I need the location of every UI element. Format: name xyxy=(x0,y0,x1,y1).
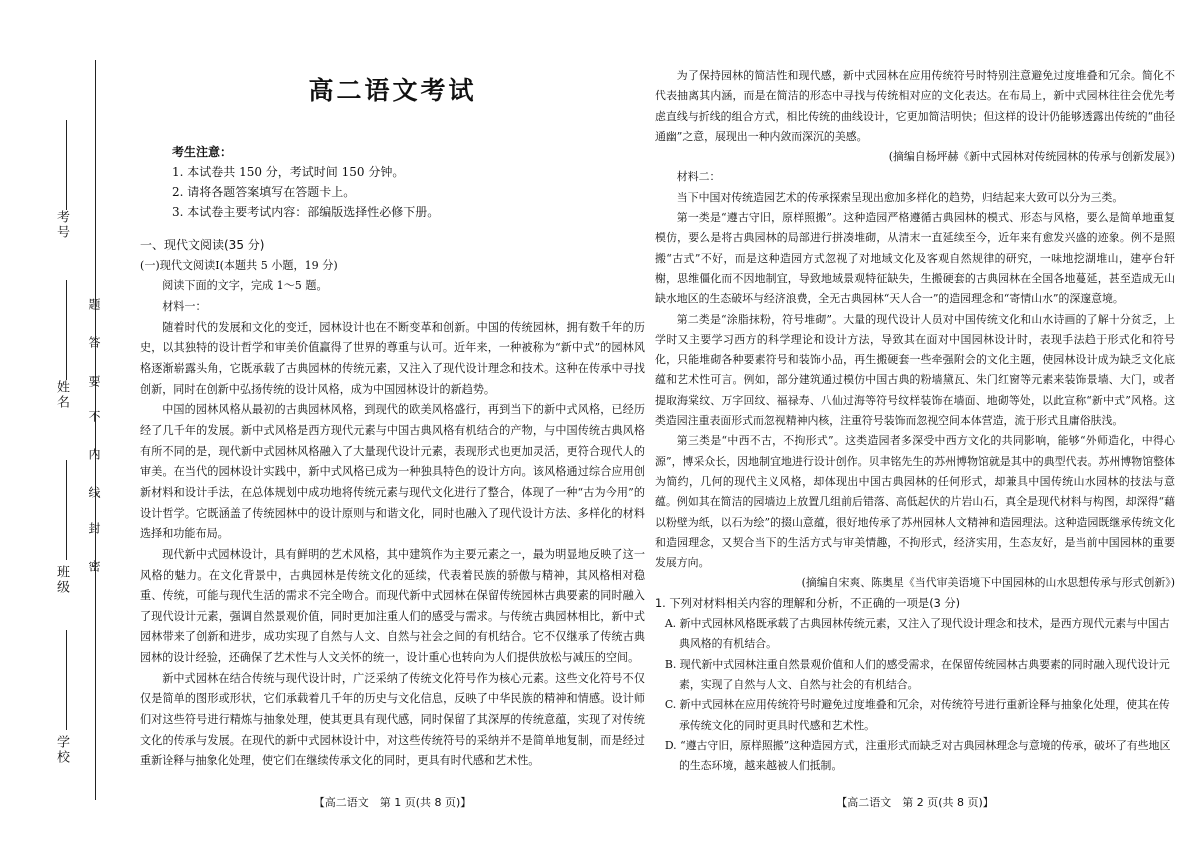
subsection-heading: (一)现代文阅读Ⅰ(本题共 5 小题，19 分) xyxy=(140,258,338,272)
paragraph: 第三类是“中西不古，不拘形式”。这类造园者多深受中西方文化的共同影响，能够“外师造化，中得心源”，博采众长，因地制宜地进行设计创作。贝聿铭先生的苏州博物馆就是其中的典型代表。苏州博物馆整体为简约，几何的现代主义风格，却体现出中国古典园林的任何形式，却兼具中国传统山水园林的技法与意蕴。例如其在简洁的园墙边上放置几组前后错落、高低起伏的片岩山石，真全是现代材料与构图，却深得“藉以粉壁为纸，以石为绘”的掇山意蕴，很好地传承了苏州园林人文精神和造园理法。这种造园既继承传统文化和造园理念，又契合当下的生活方式与审美情趣，不拘形式，经济实用，生态友好，是当前中国园林的重要发展方向。 xyxy=(655,434,1175,570)
page-footer: 【高二语文 第 1 页(共 8 页)】 xyxy=(313,796,472,809)
option-b: B. 现代新中式园林注重自然景观价值和人们的感受需求，在保留传统园林古典要素的同时融入现代设计元素，实现了自然与人文、自然与社会的有机结合。 xyxy=(664,657,1170,691)
option-c: C. 新中式园林在应用传统符号时避免过度堆叠和冗余，对传统符号进行重新诠释与抽象化处理，使其在传承传统文化的同时更具时代感和艺术性。 xyxy=(664,698,1170,732)
page-2 xyxy=(655,0,1175,849)
notice-item: 2. 请将各题答案填写在答题卡上。 xyxy=(172,185,356,199)
seal-char: 线 xyxy=(87,486,101,498)
source-citation: (摘编自宋爽、陈奥星《当代审美语境下中国园林的山水思想传承与形式创新》) xyxy=(801,576,1175,590)
page-footer: 【高二语文 第 2 页(共 8 页)】 xyxy=(836,796,994,809)
name-label: 姓名 xyxy=(54,380,69,410)
class-label: 班级 xyxy=(54,565,69,595)
binding-strip xyxy=(0,0,110,849)
paragraph: 现代新中式园林设计，具有鲜明的艺术风格，其中建筑作为主要元素之一，最为明显地反映了这一风格的魅力。在文化背景中，古典园林是传统文化的延续，代表着民族的骄傲与精神，其风格相对稳重、传统，可能与现代生活的需求不完全吻合。而现代新中式园林在保留传统园林古典要素的同时融入了现代设计元素，强调自然景观价值，同时更加注重人们的感受与需求。与传统古典园林相比，新中式园林带来了创新和进步，成功实现了自然与人文、自然与社会之间的有机结合。它不仅继承了传统古典园林的设计经验，还确保了艺术性与人文关怀的统一，设计重心也转向为人们提供放松与减压的空间。 xyxy=(140,547,645,665)
notice-title: 考生注意： xyxy=(172,145,233,159)
paragraph: 当下中国对传统造园艺术的传承探索呈现出愈加多样化的趋势，归结起来大致可以分为三类。 xyxy=(676,190,1124,204)
school-label: 学校 xyxy=(54,735,69,765)
paragraph: 新中式园林在结合传统与现代设计时，广泛采纳了传统文化符号作为核心元素。这些文化符号不仅仅是简单的图形或形状，它们承载着几千年的历史与文化信息，反映了中华民族的精神和情感。设计师们对这些符号进行精炼与抽象处理，使其更具有现代感，同时保留了其深厚的传统意蕴，实现了对传统文化的传承与发展。在现代的新中式园林设计中，对这些传统符号的采纳并不是简单地复制，而是经过重新诠释与抽象化处理，使它们在继续传承文化的同时，更具有时代感和艺术性。 xyxy=(140,671,645,768)
instruction: 阅读下面的文字，完成 1～5 题。 xyxy=(162,279,328,293)
seal-char: 内 xyxy=(87,448,101,460)
seal-char: 密 xyxy=(87,560,101,572)
notice-box xyxy=(172,142,632,222)
material-label: 材料二： xyxy=(676,170,721,184)
paragraph: 中国的园林风格从最初的古典园林风格，到现代的欧美风格盛行，再到当下的新中式风格，已经历经了几千年的发展。新中式风格是西方现代元素与中国古典风格有机结合的产物，与中国传统古典风格有所不同的是，现代新中式园林风格融入了大量现代设计元素，表现形式也更加灵活，更符合现代人的审美。在当代的园林设计实践中，新中式风格已成为一种独具特色的设计方向。该风格通过综合应用创新材料和设计手法，在总体规划中成功地将传统元素与现代文化进行了整合，体现了一种“古为今用”的设计哲学。它既涵盖了传统园林中的设计原则与和谐文化，同时也融入了现代设计方法、多样化的材料选择和功能布局。 xyxy=(140,403,645,541)
name-underline xyxy=(66,280,67,380)
option-a: A. 新中式园林风格既承载了古典园林传统元素，又注入了现代设计理念和技术，是西方现代元素与中国古典风格的有机结合。 xyxy=(664,617,1170,651)
binding-line xyxy=(95,60,96,800)
seal-char: 要 xyxy=(87,375,101,387)
paragraph: 第一类是“遵古守旧，原样照搬”。这种造园严格遵循古典园林的模式、形态与风格，要么是简单地重复模仿，要么是将古典园林的局部进行拼凑堆砌，从清末一直延续至今，近年来有愈发兴盛的迹象。例不是照搬“古式”不好，而是这种造园方式忽视了对地域文化及客观自然规律的研究，一味地挖湖堆山，建亭台轩榭，思维僵化而不因地制宜，导致地域景观特征缺失，生搬硬套的古典园林在全国各地蔓延，甚至造成无山缺水地区的生态破坏与经济浪费，全无古典园林“天人合一”的造园理念和“寄情山水”的深邃意境。 xyxy=(655,211,1175,306)
source-citation: (摘编自杨坪赫《新中式园林对传统园林的传承与创新发展》) xyxy=(888,150,1175,164)
seal-char: 不 xyxy=(87,410,101,422)
notice-item: 3. 本试卷主要考试内容：部编版选择性必修下册。 xyxy=(172,205,440,219)
exam-no-label: 考号 xyxy=(54,210,69,240)
paragraph: 第二类是“涂脂抹粉，符号堆砌”。大量的现代设计人员对中国传统文化和山水诗画的了解十分贫乏，上学时又主要学习西方的科学理论和设计方法，导致其在面对中国园林设计时，表现手法趋于形式化和符号化，只能堆砌各种要素符号和装饰小品，再生搬硬套一些牵强附会的文化主题，使园林设计成为缺乏文化底蕴和艺术性可言。例如，部分建筑通过模仿中国古典的粉墙黛瓦、朱门红窗等元素来装饰景墙、大门，或者提取海棠纹、万字回纹、福禄寿、八仙过海等符号纹样装饰在墙面、地砌等处，以此宣称“新中式”风格。这类造园注重表面形式而忽视精神内核，注重符号装饰而忽视空间本体营造，流于形式且庸俗肤浅。 xyxy=(655,312,1175,428)
seal-char: 封 xyxy=(87,522,101,534)
reading-section xyxy=(140,235,645,772)
paragraph: 随着时代的发展和文化的变迁，园林设计也在不断变革和创新。中国的传统园林，拥有数千年的历史，以其独特的设计哲学和审美价值赢得了世界的尊重与认可。近年来，一种被称为“新中式”的园林风格逐渐崭露头角，它既承载了古典园林的传统元素，又注入了现代设计理念和技术。这种在传承中寻找创新，同时在创新中弘扬传统的设计风格，成为中国园林设计的新趋势。 xyxy=(140,320,645,396)
section-heading: 一、现代文阅读(35 分) xyxy=(140,238,265,252)
reading-continued xyxy=(655,66,1175,776)
material-label: 材料一： xyxy=(162,299,207,313)
paragraph: 为了保持园林的简洁性和现代感，新中式园林在应用传统符号时特别注意避免过度堆叠和冗余。简化不代表抽离其内涵，而是在简洁的形态中寻找与传统相对应的文化表达。在布局上，新中式园林往往会优先考虑直线与折线的组合方式，相比传统的曲线设计，它更加简洁明快；但这样的设计仍能够透露出传统的“曲径通幽”之意，展现出一种内敛而深沉的美感。 xyxy=(655,69,1175,143)
question-stem: 1. 下列对材料相关内容的理解和分析，不正确的一项是(3 分) xyxy=(655,596,961,610)
exam-title: 高二语文考试 xyxy=(308,76,477,105)
page-1 xyxy=(140,0,645,849)
class-underline xyxy=(66,460,67,560)
option-d: D. “遵古守旧，原样照搬”这种造园方式，注重形式而缺乏对古典园林理念与意境的传承，破坏了有些地区的生态环境，越来越被人们抵制。 xyxy=(664,738,1171,773)
exam-no-underline xyxy=(66,120,67,210)
notice-item: 1. 本试卷共 150 分，考试时间 150 分钟。 xyxy=(172,165,405,179)
school-underline xyxy=(66,630,67,730)
seal-char: 题 xyxy=(87,298,101,310)
seal-char: 答 xyxy=(87,336,101,348)
